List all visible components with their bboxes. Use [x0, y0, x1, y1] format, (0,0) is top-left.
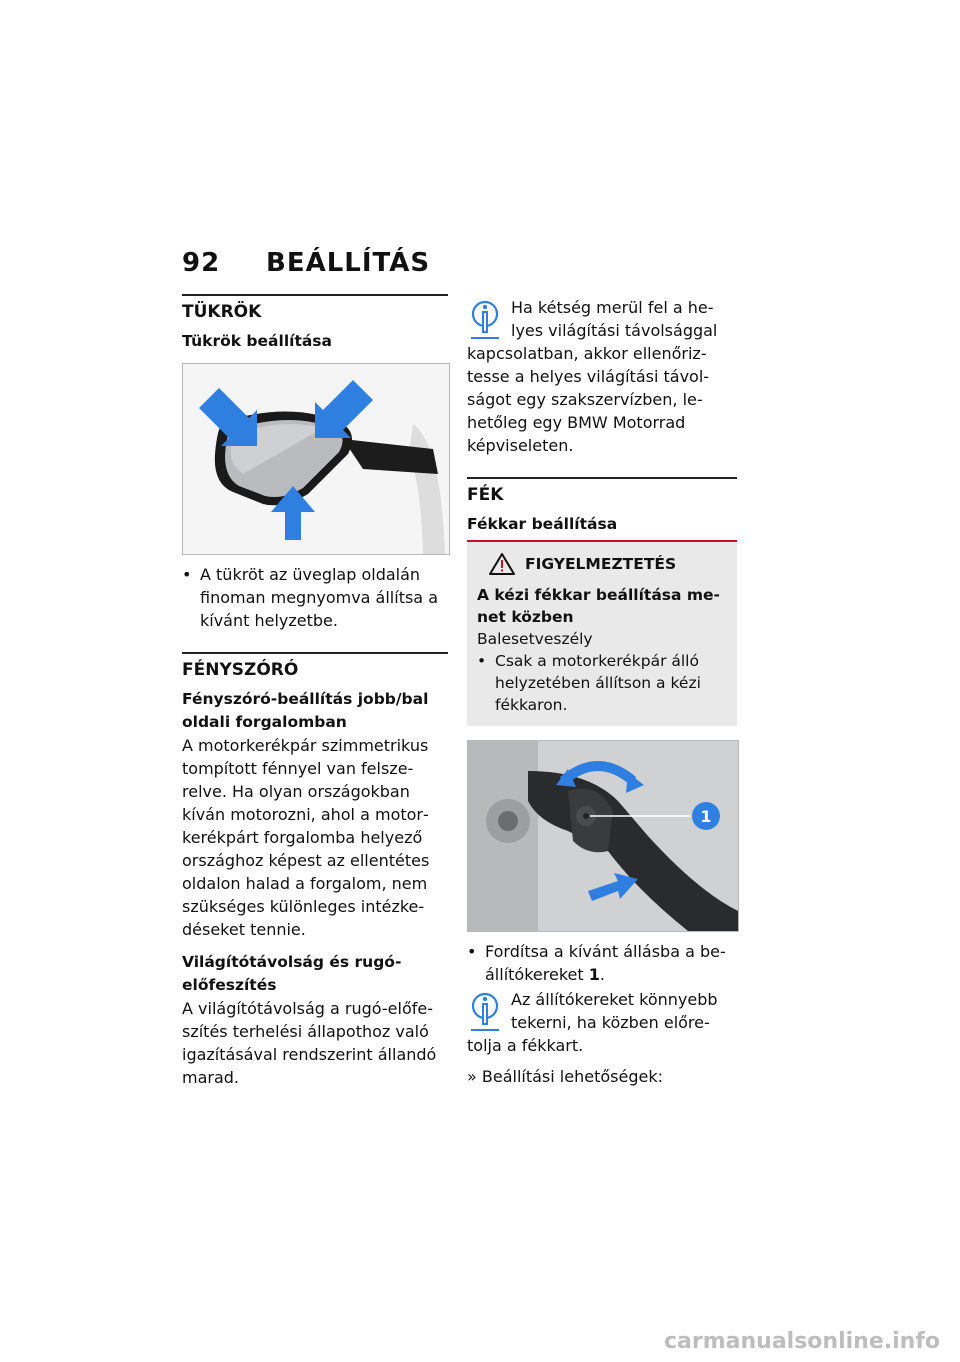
brake-heading: FÉK — [467, 485, 504, 505]
section-divider — [182, 294, 448, 296]
section-title: BEÁLLÍTÁS — [266, 248, 431, 278]
brake-lever-illustration — [468, 741, 738, 931]
section-divider — [182, 652, 448, 654]
warning-instruction: • Csak a motorkerékpár álló helyzetében állítson a kézi fékkaron. — [477, 650, 727, 716]
warning-hazard: Balesetveszély — [477, 630, 593, 648]
info-note-text: Ha kétség merül fel a helyes világítási távolsággal kapcsolatban, akkor ellenőriztesse a helyes világítási távolságot egy szakszervízben, lehetőleg egy BMW Motorrad képviseleten. — [467, 298, 718, 455]
brake-step-ref: 1 — [588, 965, 600, 984]
headlight-heading: FÉNYSZÓRÓ — [182, 660, 299, 680]
info-note — [467, 296, 737, 457]
headlight-body: A motorkerékpár szimmetrikus tompított fénnyel van felszerelve. Ha olyan országokban kíván motorozni, ahol a motorkerékpárt forgalomba helyező országhoz képest az ellentétes oldalon halad a forgalom, nem szükséges különleges intézkedéseket tennie. — [182, 736, 430, 939]
warning-label: FIGYELMEZTETÉS — [525, 555, 677, 573]
headlight-range-body: A világítótávolság a rugó-előfeszítés terhelési állapothoz való igazításával rendszerint állandó marad. — [182, 999, 437, 1087]
headlight-subheading: Fényszóró-beállítás jobb/bal oldali forgalomban — [182, 690, 429, 731]
warning-headline: A kézi fékkar beállítása menet közben — [477, 586, 720, 626]
info-icon — [467, 990, 503, 1034]
mirrors-heading: TÜKRÖK — [182, 302, 262, 322]
page-header — [182, 248, 430, 278]
mirror-figure — [182, 363, 450, 555]
watermark: carmanualsonline.info — [664, 1329, 940, 1354]
brake-step-text: Fordítsa a kívánt állásba a beállítókereket — [485, 942, 726, 984]
brake-tip — [467, 988, 737, 1057]
options-label: Beállítási lehetőségek: — [481, 1067, 663, 1086]
brake-step-end: . — [599, 965, 605, 984]
warning-title — [477, 552, 727, 576]
brake-lever-figure — [467, 740, 739, 932]
info-icon — [467, 298, 503, 342]
brake-step — [467, 940, 737, 986]
mirrors-subheading: Tükrök beállítása — [182, 332, 332, 350]
right-column — [467, 296, 737, 1088]
brake-options — [467, 1065, 737, 1088]
page-number: 92 — [182, 248, 221, 278]
callout-number: 1 — [700, 807, 712, 826]
brake-subheading: Fékkar beállítása — [467, 515, 618, 533]
warning-triangle-icon — [489, 552, 515, 576]
mirror-illustration — [183, 364, 449, 554]
warning-box — [467, 540, 737, 726]
headlight-range-heading: Világítótávolság és rugóelőfeszítés — [182, 953, 402, 994]
brake-tip-text: Az állítókereket könnyebb tekerni, ha közben előretolja a fékkart. — [467, 990, 718, 1055]
options-marker: » — [467, 1067, 477, 1086]
section-divider — [467, 477, 737, 479]
mirror-instruction: • A tükröt az üveglap oldalán finoman megnyomva állítsa a kívánt helyzetbe. — [182, 563, 448, 632]
left-column — [182, 294, 448, 1089]
